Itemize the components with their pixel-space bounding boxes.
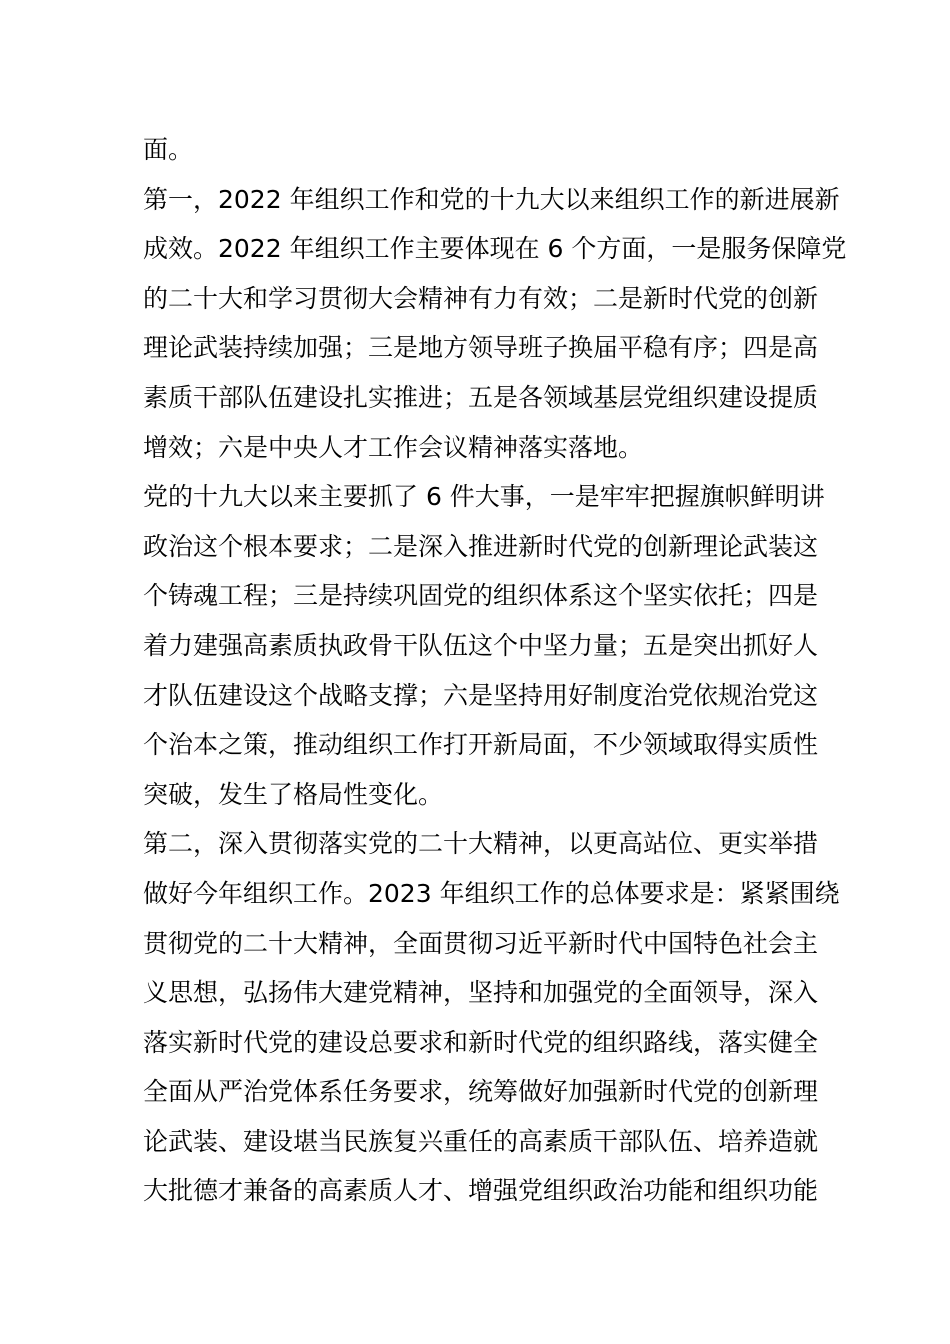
text-line: 第一，2022 年组织工作和党的十九大以来组织工作的新进展新 [143,184,840,214]
text-line: 做好今年组织工作。2023 年组织工作的总体要求是：紧紧围绕 [143,878,840,908]
text-line: 贯彻党的二十大精神，全面贯彻习近平新时代中国特色社会主 [143,928,819,958]
text-line: 个治本之策，推动组织工作打开新局面，不少领域取得实质性 [143,730,819,760]
body-text [143,125,847,1216]
text-line: 义思想，弘扬伟大建党精神，坚持和加强党的全面领导，深入 [143,978,819,1008]
text-line: 面。 [143,135,194,164]
text-line: 增效；六是中央人才工作会议精神落实落地。 [143,432,644,462]
text-line: 个铸魂工程；三是持续巩固党的组织体系这个坚实依托；四是 [143,581,819,611]
text-line: 论武装、建设堪当民族复兴重任的高素质干部队伍、培养造就 [143,1126,819,1156]
text-line: 突破，发生了格局性变化。 [143,779,444,809]
text-line: 才队伍建设这个战略支撑；六是坚持用好制度治党依规治党这 [143,680,819,710]
text-line: 理论武装持续加强；三是地方领导班子换届平稳有序；四是高 [143,333,819,363]
text-line: 全面从严治党体系任务要求，统筹做好加强新时代党的创新理 [143,1077,819,1107]
text-line: 政治这个根本要求；二是深入推进新时代党的创新理论武装这 [143,531,819,561]
text-line: 成效。2022 年组织工作主要体现在 6 个方面，一是服务保障党 [143,234,847,264]
text-line: 落实新时代党的建设总要求和新时代党的组织路线，落实健全 [143,1027,819,1057]
text-line: 党的十九大以来主要抓了 6 件大事，一是牢牢把握旗帜鲜明讲 [143,482,825,512]
text-line: 的二十大和学习贯彻大会精神有力有效；二是新时代党的创新 [143,283,819,313]
text-line: 第二，深入贯彻落实党的二十大精神，以更高站位、更实举措 [143,829,819,859]
text-line: 大批德才兼备的高素质人才、增强党组织政治功能和组织功能 [143,1176,819,1206]
text-line: 素质干部队伍建设扎实推进；五是各领域基层党组织建设提质 [143,382,819,412]
text-line: 着力建强高素质执政骨干队伍这个中坚力量；五是突出抓好人 [143,630,819,660]
